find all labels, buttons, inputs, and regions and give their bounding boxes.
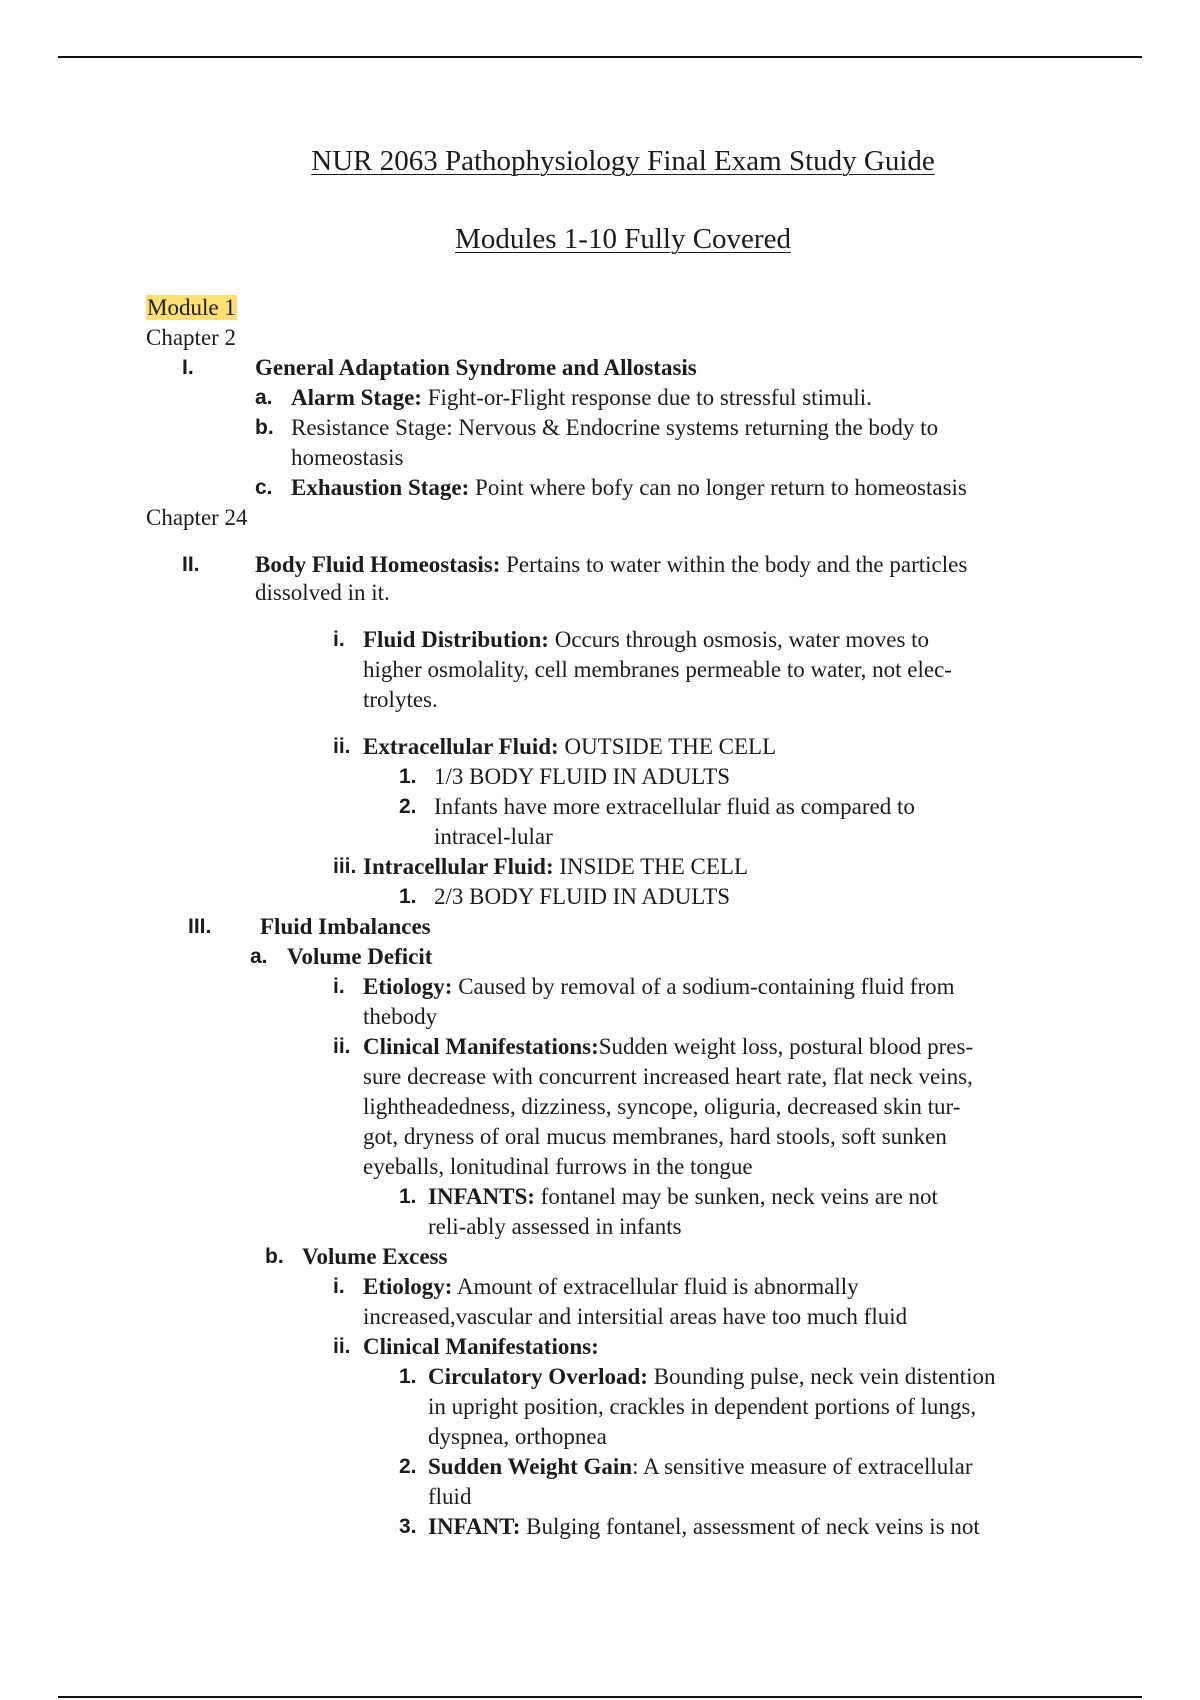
excess-manifestations-heading: Clinical Manifestations:	[363, 1334, 599, 1359]
section-i-heading: General Adaptation Syndrome and Allostasis	[255, 355, 697, 380]
item-2-marker: 2.	[399, 1455, 417, 1478]
body-fluid-homeostasis-line2: dissolved in it.	[255, 580, 390, 605]
volume-deficit-heading: Volume Deficit	[287, 944, 433, 969]
item-a-marker: a.	[255, 386, 273, 409]
excess-etiology-line1: Etiology: Amount of extracellular fluid is abnormally	[363, 1274, 859, 1299]
item-3-marker: 3.	[399, 1515, 417, 1538]
circulatory-overload-line2: in upright position, crackles in dependent portions of lungs,	[428, 1394, 977, 1419]
document-subtitle: Modules 1-10 Fully Covered	[455, 223, 791, 255]
volume-excess-heading: Volume Excess	[302, 1244, 448, 1269]
circulatory-overload-line1: Circulatory Overload: Bounding pulse, neck vein distention	[428, 1364, 996, 1389]
item-c-marker: c.	[255, 476, 273, 499]
excess-etiology-line2: increased,vascular and intersitial areas have too much fluid	[363, 1304, 908, 1329]
item-i-marker: i.	[333, 975, 345, 998]
fluid-distribution-line3: trolytes.	[363, 687, 438, 712]
extracellular-point-2-line2: intracel-lular	[434, 824, 553, 849]
chapter-2-heading: Chapter 2	[146, 325, 237, 350]
item-1-marker: 1.	[399, 765, 417, 788]
fluid-imbalances-heading: Fluid Imbalances	[260, 914, 431, 939]
deficit-manifestations-line3: lightheadedness, dizziness, syncope, oliguria, decreased skin tur-	[363, 1094, 961, 1119]
section-ii-marker: II.	[182, 553, 200, 576]
resistance-stage-line1: Resistance Stage: Nervous & Endocrine systems returning the body to	[291, 415, 939, 440]
deficit-infants-line1: INFANTS: fontanel may be sunken, neck veins are not	[428, 1184, 938, 1209]
item-i-marker: i.	[333, 628, 345, 651]
document-title: NUR 2063 Pathophysiology Final Exam Study Guide	[311, 145, 935, 177]
fluid-distribution-line2: higher osmolality, cell membranes permeable to water, not elec-	[363, 657, 952, 682]
resistance-stage-line2: homeostasis	[291, 445, 404, 470]
weight-gain-line2: fluid	[428, 1484, 472, 1509]
extracellular-fluid-item: Extracellular Fluid: OUTSIDE THE CELL	[363, 734, 777, 759]
exhaustion-stage-item: Exhaustion Stage: Point where bofy can no longer return to homeostasis	[291, 475, 967, 500]
top-rule	[58, 56, 1142, 58]
extracellular-point-2-line1: Infants have more extracellular fluid as compared to	[434, 794, 915, 819]
body-fluid-homeostasis-line1: Body Fluid Homeostasis: Pertains to water within the body and the particles	[255, 552, 968, 577]
item-ii-marker: ii.	[333, 735, 351, 758]
infant-excess-line1: INFANT: Bulging fontanel, assessment of neck veins is not	[428, 1514, 980, 1539]
bottom-rule	[58, 1696, 1142, 1698]
circulatory-overload-line3: dyspnea, orthopnea	[428, 1424, 607, 1449]
fluid-distribution-line1: Fluid Distribution: Occurs through osmosis, water moves to	[363, 627, 930, 652]
item-1-marker: 1.	[399, 1365, 417, 1388]
deficit-manifestations-line1: Clinical Manifestations:Sudden weight loss, postural blood pres-	[363, 1034, 974, 1059]
module-heading: Module 1	[147, 295, 236, 320]
item-a-marker: a.	[250, 945, 268, 968]
deficit-manifestations-line5: eyeballs, lonitudinal furrows in the tongue	[363, 1154, 753, 1179]
item-b-marker: b.	[265, 1245, 284, 1268]
item-ii-marker: ii.	[333, 1335, 351, 1358]
item-1-marker: 1.	[399, 1185, 417, 1208]
deficit-etiology-line2: thebody	[363, 1004, 438, 1029]
item-b-marker: b.	[255, 416, 274, 439]
deficit-manifestations-line2: sure decrease with concurrent increased heart rate, flat neck veins,	[363, 1064, 973, 1089]
section-iii-marker: III.	[188, 915, 212, 938]
deficit-manifestations-line4: got, dryness of oral mucus membranes, hard stools, soft sunken	[363, 1124, 947, 1149]
deficit-etiology-line1: Etiology: Caused by removal of a sodium-containing fluid from	[363, 974, 955, 999]
deficit-infants-line2: reli-ably assessed in infants	[428, 1214, 682, 1239]
item-ii-marker: ii.	[333, 1035, 351, 1058]
intracellular-point-1: 2/3 BODY FLUID IN ADULTS	[434, 884, 731, 909]
item-1-marker: 1.	[399, 885, 417, 908]
extracellular-point-1: 1/3 BODY FLUID IN ADULTS	[434, 764, 731, 789]
item-i-marker: i.	[333, 1275, 345, 1298]
intracellular-fluid-item: Intracellular Fluid: INSIDE THE CELL	[363, 854, 749, 879]
item-iii-marker: iii.	[333, 855, 357, 878]
section-i-marker: I.	[182, 356, 194, 379]
weight-gain-line1: Sudden Weight Gain: A sensitive measure of extracellular	[428, 1454, 973, 1479]
alarm-stage-item: Alarm Stage: Fight-or-Flight response due to stressful stimuli.	[291, 385, 872, 410]
chapter-24-heading: Chapter 24	[146, 505, 248, 530]
item-2-marker: 2.	[399, 795, 417, 818]
